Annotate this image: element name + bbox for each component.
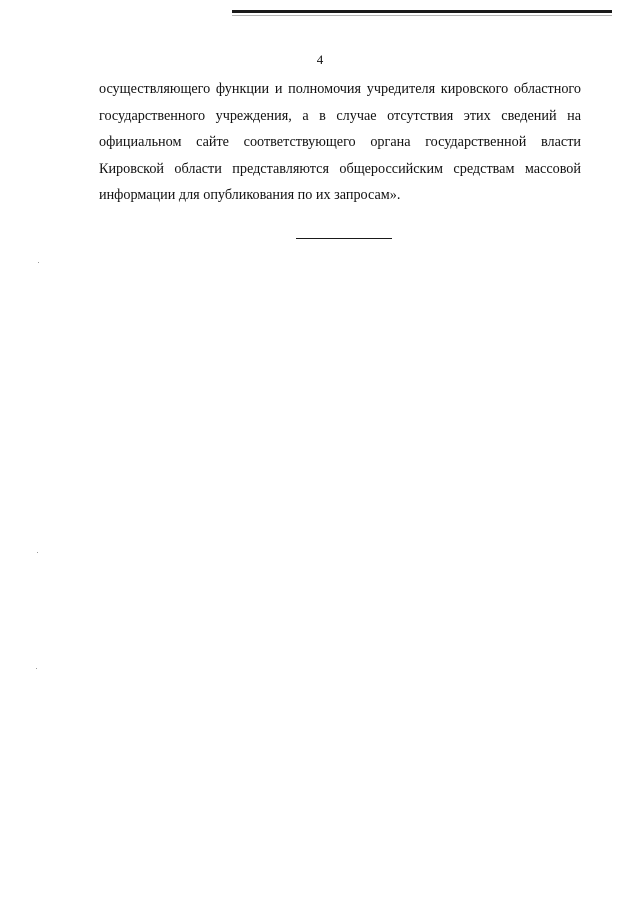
paragraph-line: осуществляющего функции и полномочия учредителя кировского областного	[99, 81, 581, 97]
end-of-text-rule	[296, 238, 392, 239]
scan-speck	[38, 262, 39, 263]
page-number: 4	[316, 52, 324, 67]
scan-top-border	[232, 10, 612, 13]
scan-speck	[37, 552, 38, 553]
paragraph-line: Кировской области представляются общероссийским средствам массовой	[99, 160, 581, 177]
paragraph-line: официальном сайте соответствующего органа государственной власти	[99, 134, 581, 150]
paragraph-line: государственного учреждения, а в случае отсутствия этих сведений на	[99, 107, 581, 124]
paragraph-line: информации для опубликования по их запросам».	[99, 187, 401, 203]
scan-top-border-shadow	[232, 15, 612, 16]
scan-speck	[36, 668, 37, 669]
paragraph	[99, 76, 581, 209]
